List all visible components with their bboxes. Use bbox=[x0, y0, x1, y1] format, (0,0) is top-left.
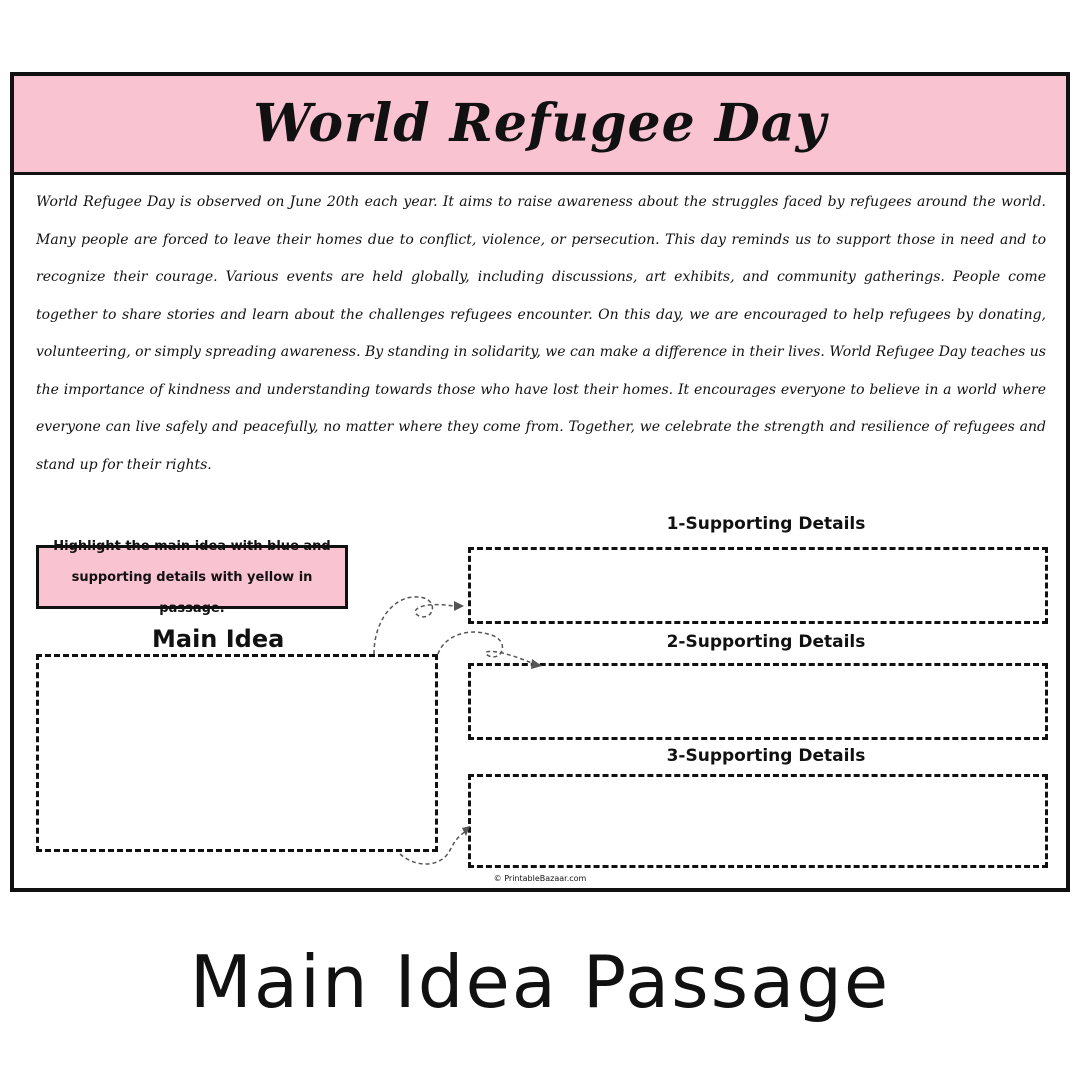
worksheet bbox=[10, 72, 1070, 892]
supporting-label-2: 2-Supporting Details bbox=[666, 632, 866, 652]
copyright-notice: © PrintableBazaar.com bbox=[493, 874, 587, 883]
arrow-to-box-1 bbox=[374, 597, 454, 654]
main-idea-box[interactable] bbox=[36, 654, 438, 852]
title-band bbox=[14, 76, 1066, 175]
supporting-label-3: 3-Supporting Details bbox=[666, 746, 866, 766]
instruction-box bbox=[36, 538, 348, 616]
supporting-box-3[interactable] bbox=[468, 774, 1048, 868]
instruction-text: Highlight the main idea with blue and supporting details with yellow in passage. bbox=[53, 538, 331, 616]
worksheet-title: World Refugee Day bbox=[253, 93, 827, 154]
main-idea-label: Main Idea bbox=[152, 625, 285, 653]
supporting-label-1: 1-Supporting Details bbox=[666, 514, 866, 534]
supporting-box-2[interactable] bbox=[468, 663, 1048, 740]
supporting-box-1[interactable] bbox=[468, 547, 1048, 624]
arrowhead-1 bbox=[454, 601, 464, 611]
reading-passage: World Refugee Day is observed on June 20th each year. It aims to raise awareness about the struggles faced by refugees around the world. Many people are forced to leave their homes due to conflict, violence, or persecution. This day reminds us to support those in need and to recognize their courage. Various events are held globally, including discussions, art exhibits, and community gatherings. People come together to share stories and learn about the challenges refugees encounter. On this day, we are encouraged to help refugees by donating, volunteering, or simply spreading awareness. By standing in solidarity, we can make a difference in their lives. World Refugee Day teaches us the importance of kindness and understanding towards those who have lost their homes. It encourages everyone to believe in a world where everyone can live safely and peacefully, no matter where they come from. Together, we celebrate the strength and resilience of refugees and stand up for their rights. bbox=[36, 194, 1046, 473]
product-caption: Main Idea Passage bbox=[189, 940, 891, 1024]
arrow-to-box-2 bbox=[438, 632, 534, 664]
